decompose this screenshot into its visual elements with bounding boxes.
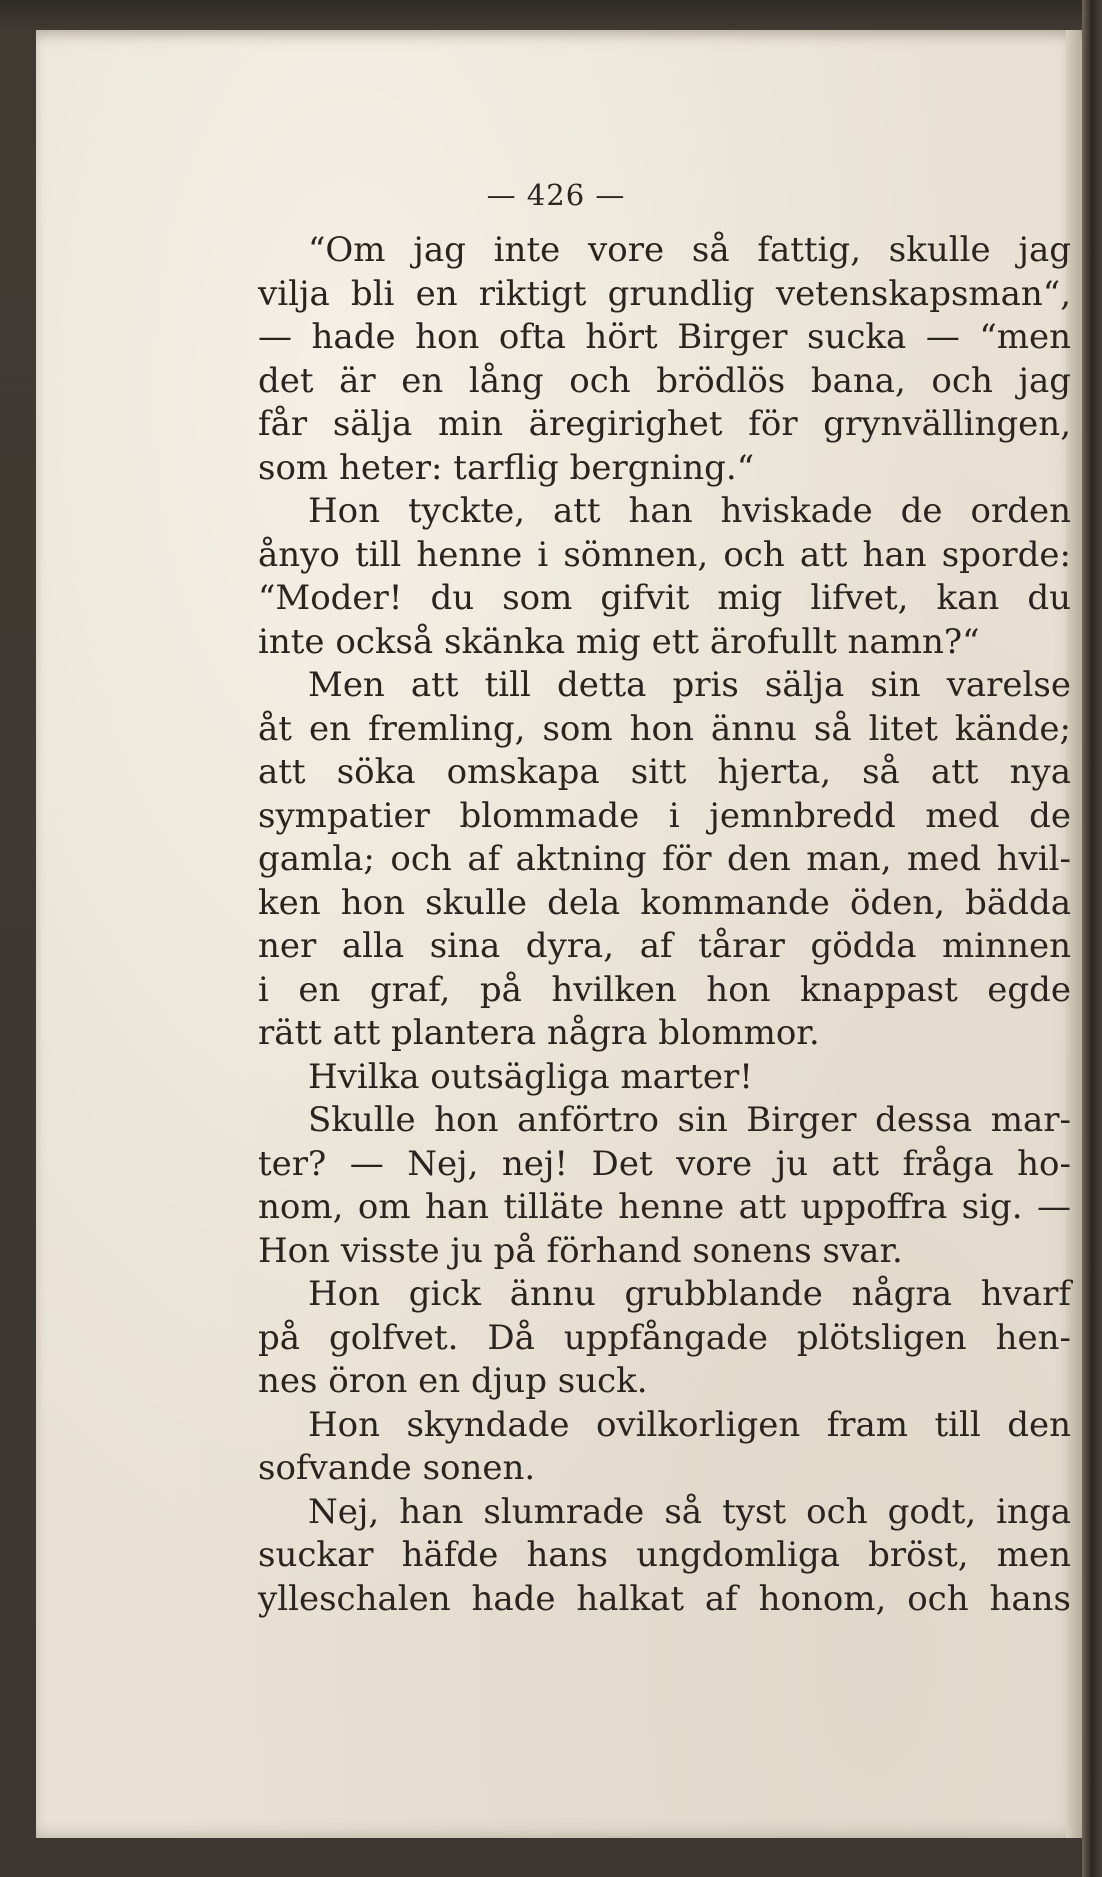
text-line: sympatier blommade i jemnbredd med de (258, 795, 1071, 836)
text-line: det är en lång och brödlös bana, och jag (258, 360, 1071, 401)
text-line: på golfvet. Då uppfångade plötsligen hen- (258, 1317, 1071, 1358)
text-line: Hvilka outsägliga marter! (308, 1056, 753, 1097)
text-line: sofvande sonen. (258, 1448, 536, 1488)
text-line: som heter: tarflig bergning.“ (258, 447, 755, 488)
text-line: gamla; och af aktning för den man, med hvil- (258, 839, 1071, 879)
text-line: vilja bli en riktigt grundlig vetenskapsman“, (258, 273, 1071, 314)
text-line: Hon visste ju på förhand sonens svar. (258, 1230, 903, 1271)
text-line: ylleschalen hade halkat af honom, och hans (258, 1578, 1071, 1619)
text-line: Men att till detta pris sälja sin varelse (308, 665, 1071, 705)
text-line: Hon skyndade ovilkorligen fram till den (308, 1404, 1071, 1445)
text-line: Hon gick ännu grubblande några hvarf (308, 1274, 1071, 1314)
body-text (258, 229, 1071, 1621)
text-line: ånyo till henne i sömnen, och att han sporde: (258, 534, 1071, 575)
text-line: “Moder! du som gifvit mig lifvet, kan du (258, 578, 1071, 618)
text-line: “Om jag inte vore så fattig, skulle jag (308, 230, 1071, 270)
text-line: nes öron en djup suck. (258, 1361, 648, 1401)
text-line: ken hon skulle dela kommande öden, bädda (258, 882, 1071, 923)
text-line: nom, om han tilläte henne att uppoffra sig. — (258, 1187, 1071, 1227)
text-line: i en graf, på hvilken hon knappast egde (258, 969, 1071, 1010)
book-spine (1082, 0, 1102, 1877)
text-line: att söka omskapa sitt hjerta, så att nya (258, 752, 1071, 792)
text-line: får sälja min äregirighet för grynvällingen, (258, 404, 1071, 444)
text-line: Nej, han slumrade så tyst och godt, inga (308, 1491, 1071, 1532)
text-line: åt en fremling, som hon ännu så litet kände; (258, 708, 1071, 749)
page-number-header: — 426 — (486, 178, 626, 212)
text-line: Hon tyckte, att han hviskade de orden (308, 491, 1071, 531)
text-line: inte också skänka mig ett ärofullt namn?“ (258, 621, 980, 662)
text-line: ner alla sina dyra, af tårar gödda minnen (258, 926, 1071, 966)
text-line: rätt att plantera några blommor. (258, 1013, 820, 1053)
text-line: ter? — Nej, nej! Det vore ju att fråga ho- (258, 1143, 1071, 1184)
text-line: — hade hon ofta hört Birger sucka — “men (258, 317, 1071, 357)
text-line: Skulle hon anförtro sin Birger dessa mar- (308, 1100, 1071, 1140)
text-line: suckar häfde hans ungdomliga bröst, men (258, 1535, 1071, 1575)
